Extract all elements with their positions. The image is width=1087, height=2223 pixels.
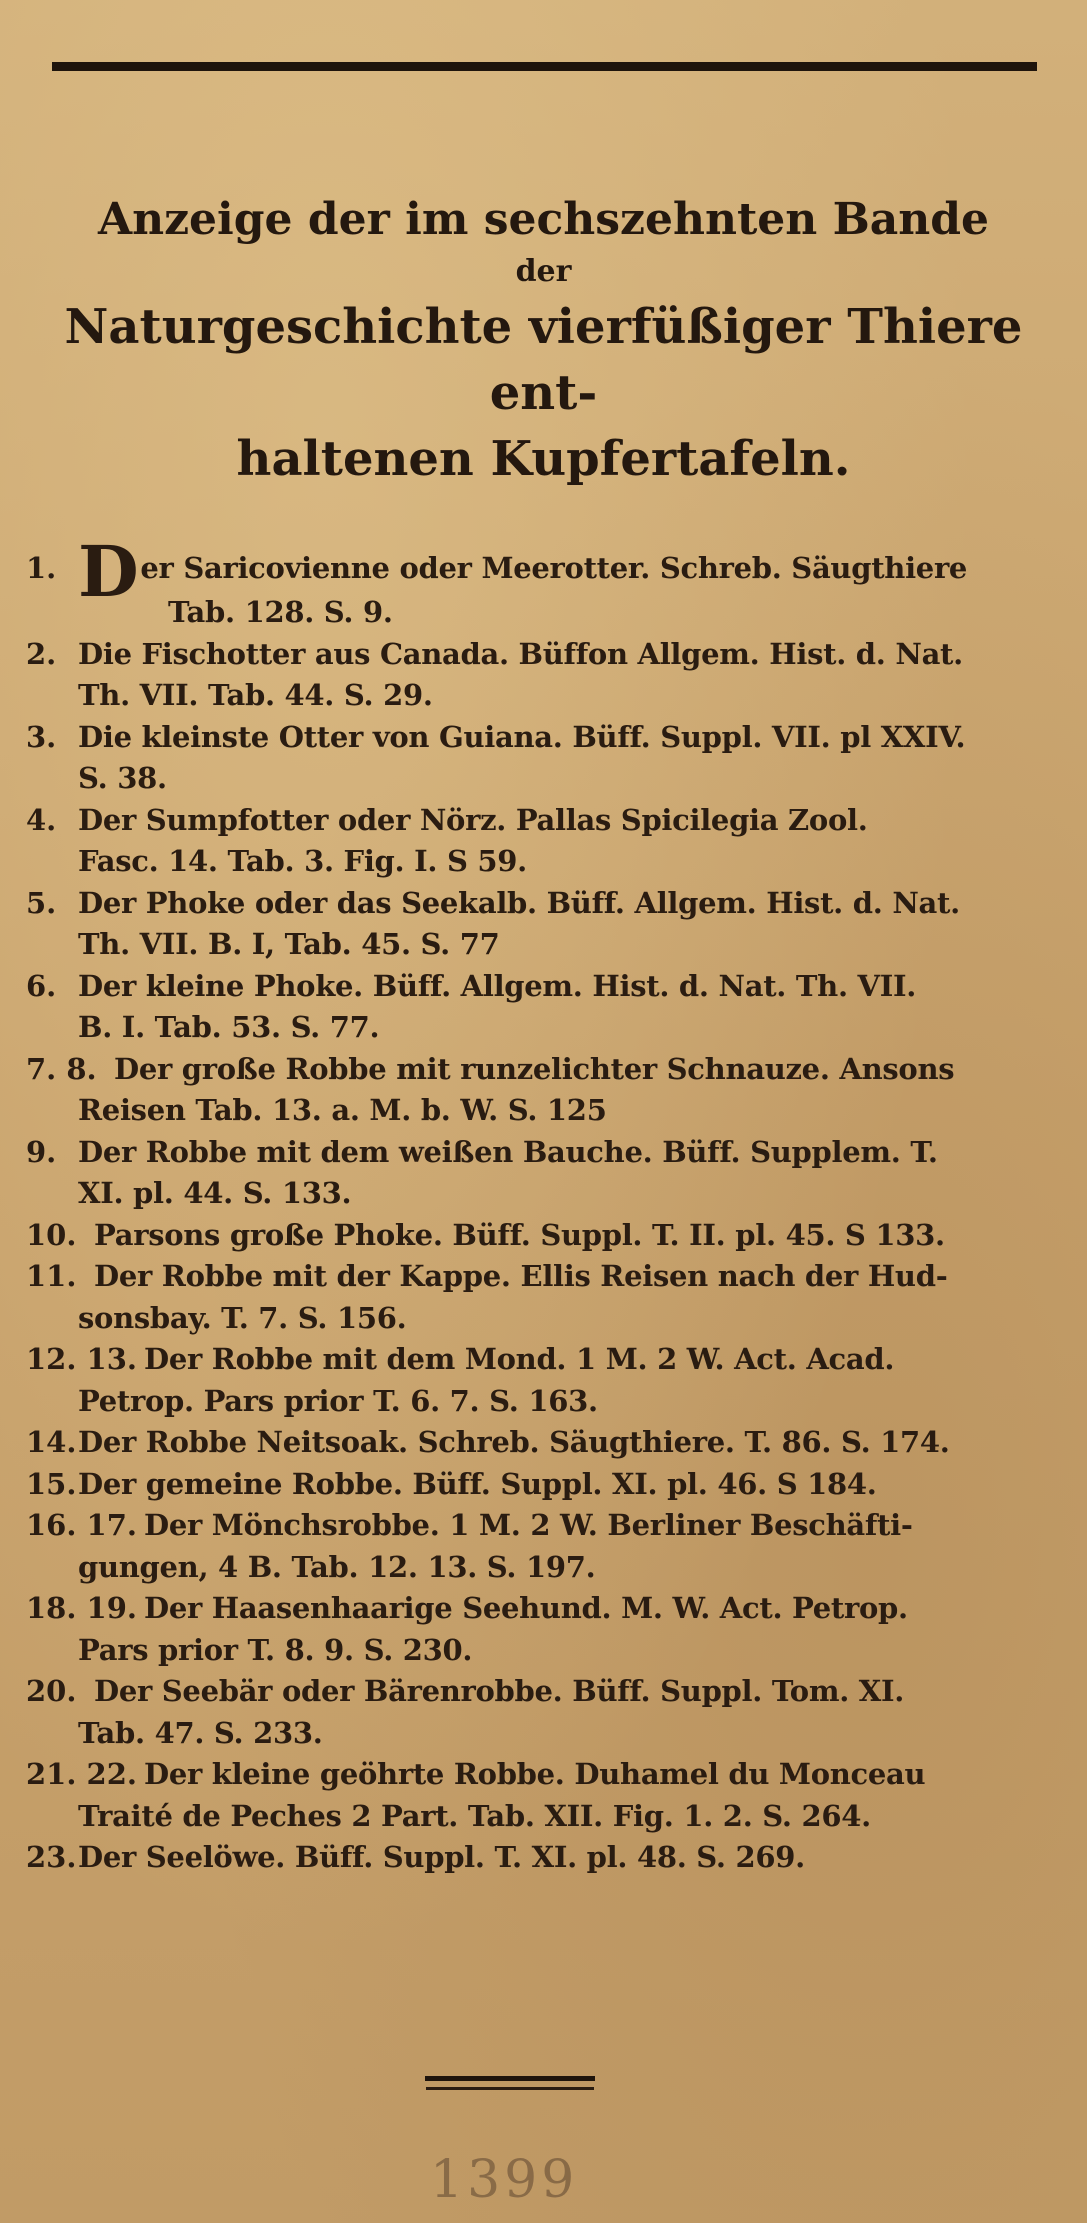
entry-number: 6.: [26, 968, 57, 1003]
entry-line: S. 38.: [78, 761, 167, 795]
bottom-rule-divider: [425, 2076, 595, 2081]
entry-line: Der kleine Phoke. Büff. Allgem. Hist. d. Nat. Th. VII.: [78, 968, 917, 1003]
entry-line: Der Haasenhaarige Seehund. M. W. Act. Petrop.: [144, 1591, 908, 1625]
plate-entry: [26, 1339, 1056, 1422]
plate-entry: [26, 1256, 1056, 1339]
entry-line: Der gemeine Robbe. Büff. Suppl. XI. pl. 46. S 184.: [78, 1466, 877, 1501]
entry-number: 18. 19.: [26, 1591, 138, 1625]
entry-line: gungen, 4 B. Tab. 12. 13. S. 197.: [78, 1549, 596, 1584]
title-line-4: haltenen Kupfertafeln.: [236, 431, 851, 487]
entry-number: 21. 22.: [26, 1757, 138, 1791]
entry-line: Der große Robbe mit runzelichter Schnauze. Ansons: [114, 1051, 955, 1086]
plate-entry: [26, 966, 1056, 1049]
drop-cap: D: [78, 530, 139, 613]
title-line-2: der: [515, 254, 572, 289]
plate-entry: [26, 1754, 1056, 1837]
entry-line: Der Seelöwe. Büff. Suppl. T. XI. pl. 48. S. 269.: [78, 1840, 805, 1874]
title-line-1: Anzeige der im sechszehnten Bande: [97, 194, 990, 245]
entry-number: 3.: [26, 719, 57, 754]
entry-line: Der Robbe mit der Kappe. Ellis Reisen nach der Hud-: [94, 1259, 948, 1293]
entry-number: 23.: [26, 1840, 77, 1874]
plate-entry: [26, 1505, 1056, 1588]
entry-line: Der Mönchsrobbe. 1 M. 2 W. Berliner Beschäfti-: [144, 1508, 913, 1542]
entry-number: 20.: [26, 1674, 77, 1708]
plate-entry: [26, 1215, 1056, 1257]
entry-number: 2.: [26, 636, 57, 671]
entry-line: Traité de Peches 2 Part. Tab. XII. Fig. 1. 2. S. 264.: [78, 1798, 871, 1833]
entry-line: Tab. 47. S. 233.: [78, 1715, 323, 1750]
plate-entry: [26, 530, 1056, 634]
plate-list: [26, 530, 1056, 1879]
entry-line: B. I. Tab. 53. S. 77.: [78, 1010, 380, 1044]
entry-line: Der kleine geöhrte Robbe. Duhamel du Monceau: [144, 1757, 926, 1791]
plate-entry: [26, 1837, 1056, 1879]
plate-entry: [26, 883, 1056, 966]
entry-line: Pars prior T. 8. 9. S. 230.: [78, 1632, 473, 1667]
entry-line: Der Phoke oder das Seekalb. Büff. Allgem. Hist. d. Nat.: [78, 885, 960, 920]
plate-entry: [26, 1464, 1056, 1506]
entry-line: Petrop. Pars prior T. 6. 7. S. 163.: [78, 1383, 598, 1418]
entry-line: Th. VII. Tab. 44. S. 29.: [78, 678, 433, 712]
plate-entry: [26, 1588, 1056, 1671]
entry-number: 11.: [26, 1259, 77, 1293]
entry-number: 9.: [26, 1134, 57, 1169]
entry-line: Der Robbe mit dem Mond. 1 M. 2 W. Act. Acad.: [144, 1342, 895, 1376]
entry-number: 16. 17.: [26, 1508, 138, 1542]
plate-entry: [26, 1422, 1056, 1464]
plate-entry: [26, 1132, 1056, 1215]
entry-number: 7. 8.: [26, 1051, 97, 1086]
plate-entry: [26, 717, 1056, 800]
entry-number: 10.: [26, 1217, 77, 1252]
entry-line: Der Seebär oder Bärenrobbe. Büff. Suppl. Tom. XI.: [94, 1674, 905, 1708]
entry-number: 4.: [26, 802, 57, 837]
entry-line: Der Robbe Neitsoak. Schreb. Säugthiere. T. 86. S. 174.: [78, 1425, 950, 1459]
entry-line: Tab. 128. S. 9.: [168, 595, 393, 629]
plate-entry: [26, 1049, 1056, 1132]
entry-line: Der Sumpfotter oder Nörz. Pallas Spicilegia Zool.: [78, 802, 868, 837]
entry-line: Parsons große Phoke. Büff. Suppl. T. II. pl. 45. S 133.: [94, 1217, 945, 1252]
plate-entry: [26, 634, 1056, 717]
entry-line: Die kleinste Otter von Guiana. Büff. Suppl. VII. pl XXIV.: [78, 719, 966, 754]
entry-line: Fasc. 14. Tab. 3. Fig. I. S 59.: [78, 844, 527, 878]
entry-line: XI. pl. 44. S. 133.: [78, 1176, 352, 1210]
page-title: [40, 190, 1047, 492]
entry-number: 15.: [26, 1466, 77, 1501]
plate-entry: [26, 1671, 1056, 1754]
entry-line: Reisen Tab. 13. a. M. b. W. S. 125: [78, 1093, 607, 1127]
title-line-3: Naturgeschichte vierfüßiger Thiere ent-: [64, 299, 1023, 421]
entry-line: Th. VII. B. I, Tab. 45. S. 77: [78, 927, 500, 961]
entry-number: 12. 13.: [26, 1342, 138, 1376]
entry-line-text: er Saricovienne oder Meerotter. Schreb. Säugthiere: [140, 551, 968, 585]
plate-entry: [26, 800, 1056, 883]
entry-line: Die Fischotter aus Canada. Büffon Allgem. Hist. d. Nat.: [78, 636, 963, 671]
entry-number: 5.: [26, 885, 57, 920]
entry-number: 14.: [26, 1425, 77, 1459]
entry-line: Der Robbe mit dem weißen Bauche. Büff. Supplem. T.: [78, 1134, 938, 1169]
entry-line: sonsbay. T. 7. S. 156.: [78, 1300, 407, 1335]
entry-number: 1.: [26, 551, 57, 585]
top-rule-divider: [52, 62, 1037, 71]
library-stamp: 1399: [430, 2150, 579, 2210]
